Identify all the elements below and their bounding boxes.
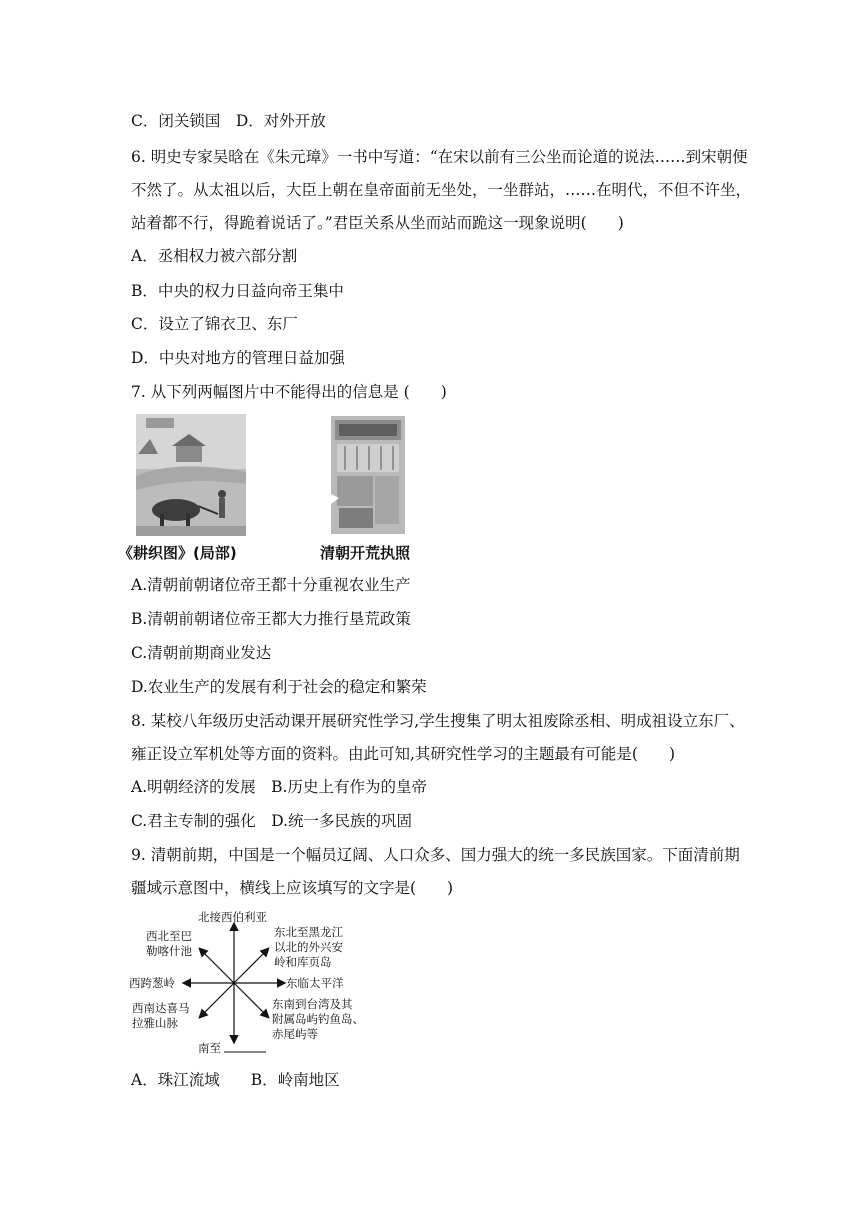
q7-stem: 7. 从下列两幅图片中不能得出的信息是 ( ) [131,383,447,401]
arrow-northeast [234,949,268,983]
q8-options-ab: A.明朝经济的发展 B.历史上有作为的皇帝 [131,778,427,796]
arrow-southeast [234,983,268,1017]
q8-stem-line1: 8. 某校八年级历史活动课开展研究性学习,学生搜集了明太祖废除丞相、明成祖设立东厂、 [131,712,745,730]
q6-stem-line1: 6. 明史专家吴晗在《朱元璋》一书中写道：“在宋以前有三公坐而论道的说法……到宋朝便 [131,148,748,166]
arrow-northwest [200,949,234,983]
q7-option-d: D.农业生产的发展有利于社会的稳定和繁荣 [131,678,427,696]
farming-weaving-picture [136,414,246,536]
map-north-label: 北接西伯利亚 [198,910,267,924]
map-south-label: 南至 [198,1041,221,1055]
q9-stem-line2: 疆域示意图中，横线上应该填写的文字是( ) [131,879,454,897]
map-northwest-label-2: 勒喀什池 [146,944,192,958]
map-southeast-label-3: 赤尾屿等 [272,1027,318,1041]
q7-option-a: A.清朝前朝诸位帝王都十分重视农业生产 [131,576,411,594]
map-northeast-label-2: 以北的外兴安 [274,940,343,954]
arrow-southwest [200,983,234,1017]
map-northeast-label-1: 东北至黑龙江 [274,925,343,939]
q5-options-cd: C．闭关锁国 D．对外开放 [131,112,326,130]
q8-options-cd: C.君主专制的强化 D.统一多民族的巩固 [131,812,413,830]
q6-option-d: D．中央对地方的管理日益加强 [131,349,345,367]
q6-option-b: B．中央的权力日益向帝王集中 [131,282,344,300]
q9-options-ab: A．珠江流域 B．岭南地区 [131,1071,340,1089]
map-southeast-label-2: 附属岛屿钓鱼岛、 [272,1012,364,1026]
q6-option-c: C．设立了锦衣卫、东厂 [131,315,298,333]
q6-stem-line2: 不然了。从太祖以后，大臣上朝在皇帝面前无坐处，一坐群站，……在明代，不但不许坐， [131,181,752,199]
map-west-label: 西跨葱岭 [129,976,175,990]
map-southwest-label-1: 西南达喜马 [132,1001,190,1015]
map-northwest-label-1: 西北至巴 [146,929,192,943]
picture1-caption: 《耕织图》(局部) [118,544,237,562]
q8-stem-line2: 雍正设立军机处等方面的资料。由此可知,其研究性学习的主题最有可能是( ) [131,745,676,763]
q6-stem-line3: 站着都不行，得跪着说话了。”君臣关系从坐而站而跪这一现象说明( ) [131,214,624,232]
map-east-label: 东临太平洋 [286,976,344,990]
land-reclamation-license-picture [327,414,409,536]
q9-stem-line1: 9. 清朝前期，中国是一个幅员辽阔、人口众多、国力强大的统一多民族国家。下面清前期 [131,846,740,864]
map-southeast-label-1: 东南到台湾及其 [272,997,353,1011]
q7-option-b: B.清朝前朝诸位帝王都大力推行垦荒政策 [131,610,411,628]
qing-territory-diagram [126,906,376,1056]
q6-option-a: A．丞相权力被六部分割 [131,247,298,265]
map-southwest-label-2: 拉雅山脉 [132,1016,178,1030]
map-northeast-label-3: 岭和库页岛 [274,955,332,969]
picture2-caption: 清朝开荒执照 [320,544,411,562]
q7-option-c: C.清朝前期商业发达 [131,644,272,662]
